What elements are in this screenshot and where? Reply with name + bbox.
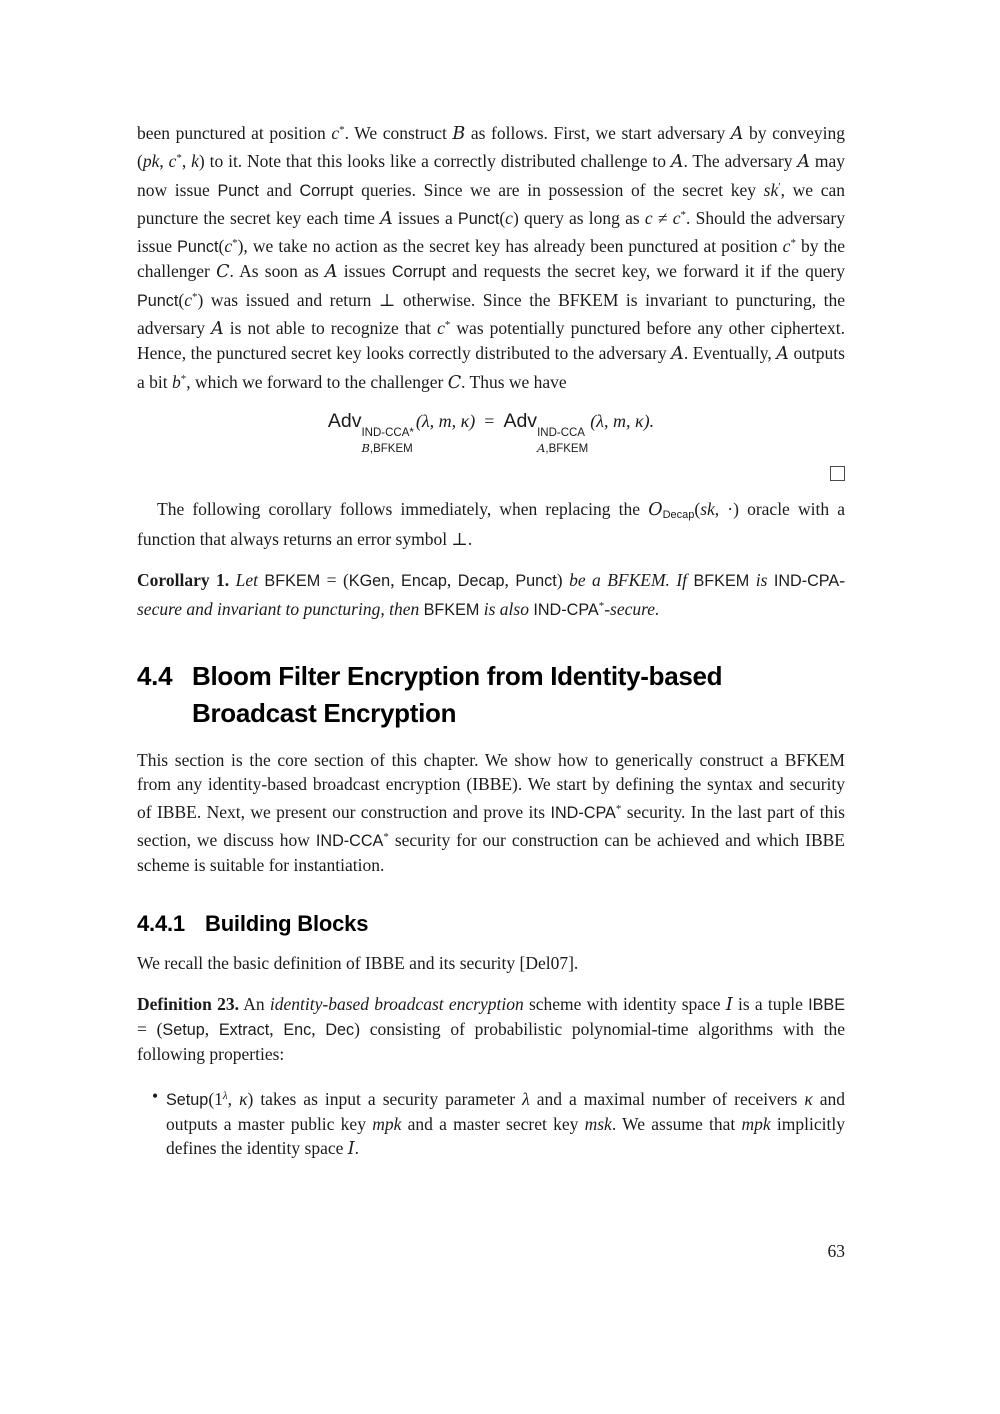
bullet-text: $Setup(1^\lambda$, κ) takes as input a security parameter λ and a maximal number of receivers κ and outputs a master public key mpk and a master secret key msk. We assume that mpk implicitly defines the identity space I. [166,1088,846,1160]
adv-term: Adv [327,409,362,432]
adv-scripts [361,426,413,457]
subsection-number: 4.4.1 [137,910,185,936]
advantage-equation [137,409,845,457]
equation-arguments: (λ, m, κ). [590,410,655,431]
definition-block: Definition 23. An identity-based broadcast encryption scheme with identity space I is a tuple IBBE = (Setup, Extract, Enc, Dec) consisting of probabilistic polynomial-time algorithms with the following properties: [137,993,846,1065]
equation-lhs [327,409,476,455]
section-title: Bloom Filter Encryption from Identity-based Broadcast Encryption [192,661,723,729]
equation-rhs [503,409,655,455]
page-number: 63 [827,1241,845,1261]
equation-arguments: (λ, m, κ) [415,410,476,431]
text-column [137,118,845,1162]
subsection-heading [137,910,845,938]
adv-scripts [537,426,588,457]
adv-subscript: B,BFKEM [361,440,413,455]
recall-paragraph: We recall the basic definition of IBBE and its security [Del07]. [137,952,579,973]
qed-line [137,463,845,481]
setup-bullet-item [152,1084,845,1162]
equals-sign: = [484,410,495,431]
subsection-title: Building Blocks [205,910,369,936]
corollary-block: Corollary 1. Let BFKEM = (KGen, Encap, Decap, Punct) be a BFKEM. If BFKEM is IND-CPA-secure and invariant to puncturing, then BFKEM is also IND-CPA*-secure. [137,570,846,619]
corollary-intro-paragraph: The following corollary follows immediately, when replacing the ODecap(sk, ·) oracle with a function that always returns an error symbol ⊥. [137,498,846,550]
section-heading [137,658,845,732]
section-intro-paragraph: This section is the core section of this chapter. We show how to generically construct a BFKEM from any identity-based broadcast encryption (IBBE). We start by defining the syntax and security of IBBE. Next, we present our construction and prove its IND-CPA* security. In the last part of this section, we discuss how IND-CCA* security for our construction can be achieved and which IBBE scheme is suitable for instantiation. [137,750,845,876]
qed-square-icon [830,466,845,481]
adv-term: Adv [503,409,538,432]
bullet-marker: • [152,1085,159,1106]
section-number: 4.4 [137,661,173,692]
adv-superscript: IND-CCA [537,426,585,439]
adv-subscript: A,BFKEM [537,440,589,455]
proof-paragraph: been punctured at position c*. We construct B as follows. First, we start adversary A by conveying (pk, c*, k) to it. Note that this looks like a correctly distributed challenge to A. The adversary A may now issue Punct and Corrupt queries. Since we are in possession of the secret key sk′, we can puncture the secret key each time A issues a Punct(c) query as long as c ≠ c*. Should the adversary issue Punct(c*), we take no action as the secret key has already been punctured at position c* by the challenger C. As soon as A issues Corrupt and requests the secret key, we forward it if the query Punct(c*) was issued and return ⊥ otherwise. Since the BFKEM is invariant to puncturing, the adversary A is not able to recognize that c* was potentially punctured before any other ciphertext. Hence, the punctured secret key looks correctly distributed to the adversary A. Eventually, A outputs a bit b*, which we forward to the challenger C. Thus we have [137,123,846,393]
adv-superscript: IND-CCA* [361,426,414,439]
